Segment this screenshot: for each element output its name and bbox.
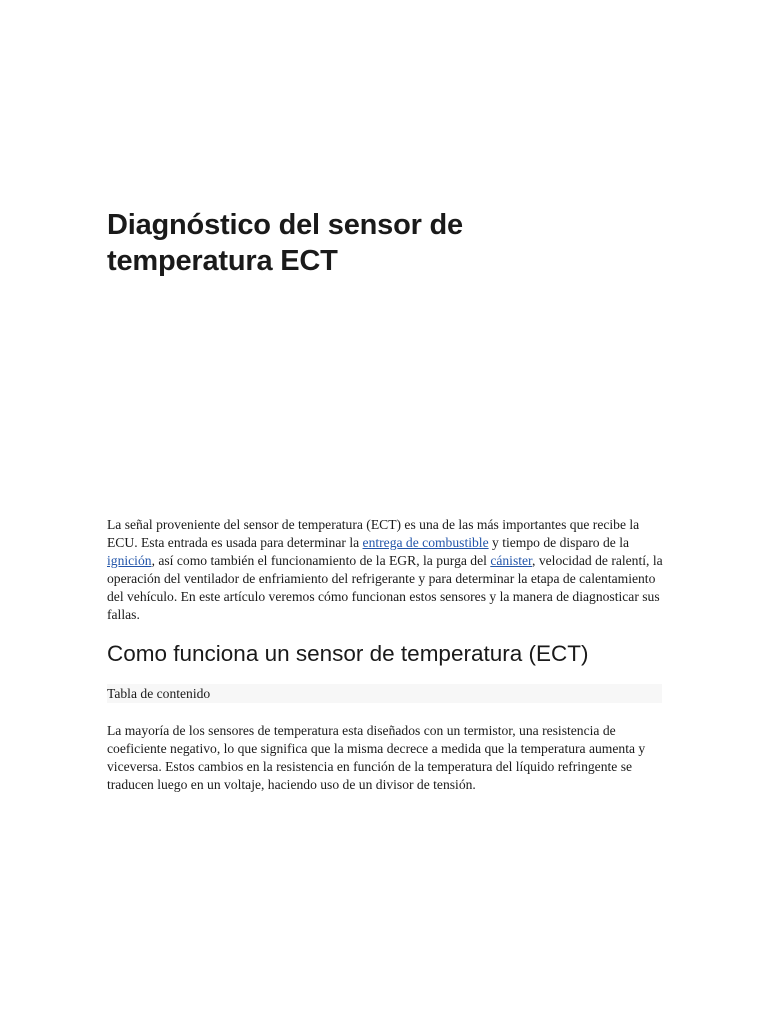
- page-title: Diagnóstico del sensor de temperatura ECT: [107, 209, 463, 277]
- intro-text-3: , así como también el funcionamiento de la EGR, la purga del: [151, 553, 491, 568]
- link-fuel-delivery[interactable]: entrega de combustible: [362, 535, 489, 550]
- intro-paragraph: [107, 516, 663, 624]
- intro-text-1: La señal proveniente del sensor de temperatura (ECT) es una de las más importantes que recibe la ECU. Esta entrada es usada para determinar la: [107, 517, 640, 550]
- section-heading: Como funciona un sensor de temperatura (ECT): [107, 641, 589, 666]
- link-canister[interactable]: cánister: [490, 553, 533, 568]
- toc-label: Tabla de contenido: [107, 686, 211, 701]
- body-paragraph: La mayoría de los sensores de temperatura esta diseñados con un termistor, una resistencia de coeficiente negativo, lo que significa que la misma decrece a medida que la temperatura aumenta y viceversa. Estos cambios en la resistencia en función de la temperatura del líquido refringente se traducen luego en un voltaje, haciendo uso de un divisor de tensión.: [107, 723, 646, 792]
- table-of-contents-toggle[interactable]: [107, 684, 662, 703]
- link-ignition[interactable]: ignición: [107, 553, 152, 568]
- intro-text-2: y tiempo de disparo de la: [488, 535, 630, 550]
- intro-text-4: , velocidad de ralentí, la operación del ventilador de enfriamiento del refrigerante y para determinar la etapa de calentamiento del vehículo. En este artículo veremos cómo funcionan estos sensores y la manera de diagnosticar sus fallas.: [107, 553, 663, 622]
